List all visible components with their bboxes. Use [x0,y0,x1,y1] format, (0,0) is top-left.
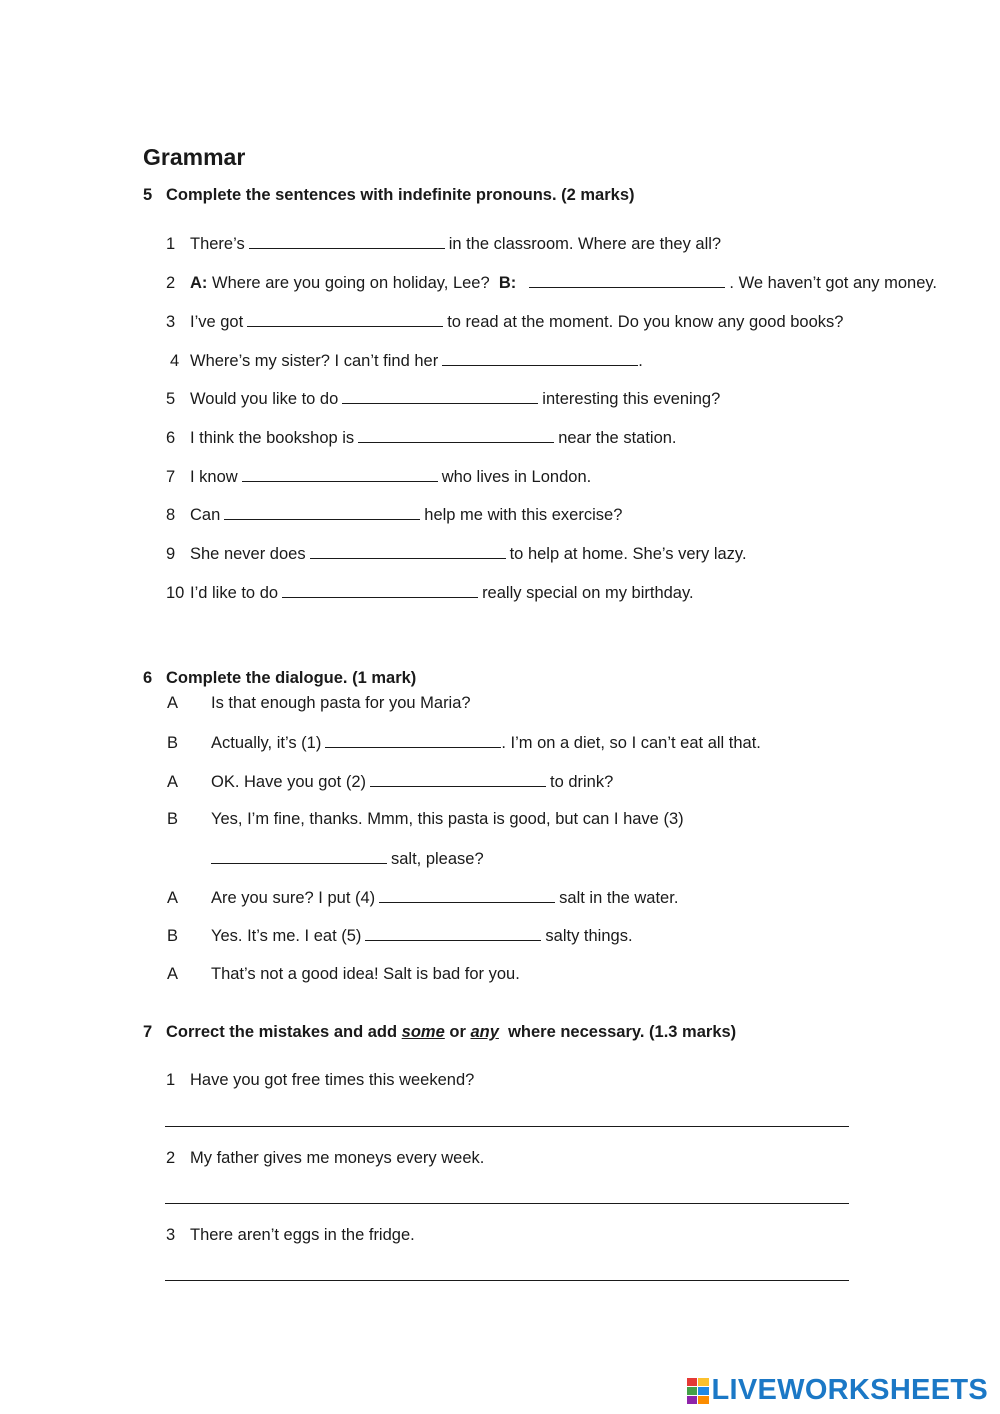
item-number: 1 [166,1071,176,1089]
dialogue-line [167,965,520,984]
item-text-before: I’ve got [190,313,244,331]
item-text-before: Where are you going on holiday, Lee? [212,274,490,292]
dialogue-text: Are you sure? I put (4) [211,889,376,907]
logo-mark-icon [687,1378,709,1404]
dialogue-line [167,772,613,792]
item-number: 3 [166,1226,176,1244]
dialogue-text: Yes, I’m fine, thanks. Mmm, this pasta is good, but can I have (3) [211,810,684,828]
q7-item [166,1226,415,1245]
item-number: 1 [166,235,176,253]
item-text-after: help me with this exercise? [424,506,623,524]
item-text-before: I’d like to do [190,584,279,602]
speaker-b-label: B: [498,274,517,292]
item-number: 10 [166,584,185,602]
speaker-a-label: A: [190,274,208,292]
dialogue-text: That’s not a good idea! Salt is bad for you. [211,965,520,983]
item-text-after: really special on my birthday. [482,584,694,602]
item-text-before: Where’s my sister? I can’t find her [190,352,439,370]
item-number: 8 [166,506,176,524]
item-text-after: interesting this evening? [542,390,721,408]
item-text-after: to help at home. She’s very lazy. [509,545,747,563]
dialogue-line [167,733,761,753]
answer-blank[interactable] [325,733,501,748]
dialogue-text-after: . I’m on a diet, so I can’t eat all that. [501,734,761,752]
speaker-label: A [167,965,179,983]
q5-item [166,467,591,487]
q5-item [166,389,720,409]
dialogue-line [167,810,684,829]
answer-line[interactable] [165,1280,849,1281]
q7-item [166,1071,474,1090]
q6-heading [143,669,416,688]
answer-blank[interactable] [282,583,478,598]
answer-blank[interactable] [365,926,541,941]
speaker-label: A [167,694,179,712]
item-number: 2 [166,274,176,292]
speaker-label: B [167,734,179,752]
item-text-before: Would you like to do [190,390,339,408]
dialogue-line [167,926,633,946]
dialogue-text-after: salt in the water. [559,889,679,907]
answer-blank[interactable] [379,888,555,903]
answer-blank[interactable] [242,467,438,482]
answer-blank[interactable] [224,505,420,520]
keyword-any: any [470,1023,499,1041]
q5-item [166,273,937,293]
answer-blank[interactable] [370,772,546,787]
answer-blank[interactable] [249,234,445,249]
item-number: 6 [166,429,176,447]
q5-item [166,234,721,254]
q5-item [166,312,843,332]
item-text-after: who lives in London. [441,468,592,486]
item-text-before: She never does [190,545,306,563]
logo-text: LIVEWORKSHEETS [711,1374,988,1406]
item-text-after: near the station. [558,429,677,447]
keyword-some: some [401,1023,445,1041]
q5-item [166,544,747,564]
liveworksheets-logo [687,1374,989,1407]
item-text-before: Can [190,506,221,524]
item-number: 5 [166,390,176,408]
speaker-label: A [167,889,179,907]
answer-line[interactable] [165,1126,849,1127]
q7-heading-text-post: where necessary. (1.3 marks) [508,1023,737,1041]
item-number: 3 [166,313,176,331]
speaker-label: A [167,773,179,791]
q7-heading [143,1023,736,1042]
dialogue-text-after: salt, please? [391,850,484,868]
q5-item [170,351,643,371]
dialogue-line [167,694,471,713]
item-text-after: in the classroom. Where are they all? [448,235,722,253]
item-text: There aren’t eggs in the fridge. [190,1226,415,1244]
dialogue-text: Yes. It’s me. I eat (5) [211,927,362,945]
page-title: Grammar [143,144,246,170]
dialogue-line [167,849,484,869]
dialogue-line [167,888,678,908]
item-number: 4 [170,352,180,370]
item-text-after: to read at the moment. Do you know any good books? [447,313,844,331]
item-text-after: . We haven’t got any money. [729,274,938,292]
q7-heading-text: Correct the mistakes and add [166,1023,398,1041]
q5-item [166,428,677,448]
speaker-label: B [167,810,179,828]
answer-blank[interactable] [442,351,638,366]
item-number: 9 [166,545,176,563]
dialogue-text-after: salty things. [545,927,633,945]
answer-blank[interactable] [342,389,538,404]
answer-line[interactable] [165,1203,849,1204]
dialogue-text: Is that enough pasta for you Maria? [211,694,471,712]
answer-blank[interactable] [211,849,387,864]
q7-heading-or: or [449,1023,466,1041]
answer-blank[interactable] [529,273,725,288]
item-text-before: I know [190,468,238,486]
dialogue-text-after: to drink? [550,773,614,791]
speaker-label: B [167,927,179,945]
answer-blank[interactable] [358,428,554,443]
item-text: Have you got free times this weekend? [190,1071,475,1089]
item-text-before: I think the bookshop is [190,429,355,447]
dialogue-text: Actually, it’s (1) [211,734,322,752]
item-text-after: . [638,352,643,370]
q5-heading [143,186,635,205]
q5-number: 5 [143,186,153,204]
item-text: My father gives me moneys every week. [190,1149,485,1167]
item-number: 2 [166,1149,176,1167]
q6-heading-text: Complete the dialogue. (1 mark) [166,669,417,687]
q5-item [166,583,694,603]
item-number: 7 [166,468,176,486]
answer-blank[interactable] [310,544,506,559]
dialogue-text: OK. Have you got (2) [211,773,366,791]
item-text-before: There’s [190,235,245,253]
q6-number: 6 [143,669,153,687]
q7-number: 7 [143,1023,153,1041]
answer-blank[interactable] [247,312,443,327]
q5-item [166,505,622,525]
q5-heading-text: Complete the sentences with indefinite pronouns. (2 marks) [166,186,635,204]
q7-item [166,1149,484,1168]
